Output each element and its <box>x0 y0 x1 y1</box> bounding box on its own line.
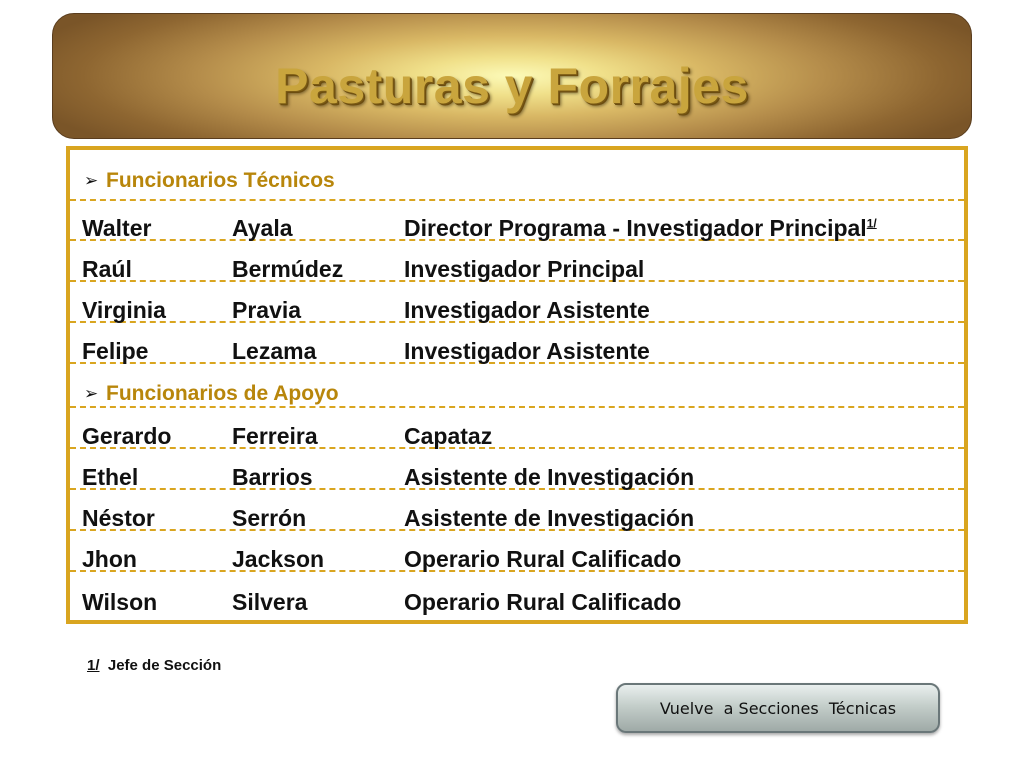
role: Operario Rural Calificado <box>404 546 682 572</box>
role: Investigador Principal <box>404 256 645 282</box>
section-heading-apoyo <box>70 364 964 408</box>
first-name: Néstor <box>82 505 155 531</box>
role: Capataz <box>404 423 493 449</box>
role: Operario Rural Calificado <box>404 589 682 615</box>
arrow-bullet-icon: ➢ <box>84 171 99 190</box>
table-row <box>70 323 964 364</box>
role: Director Programa - Investigador Principal$^{1/}$ <box>404 215 877 241</box>
footnote <box>87 657 221 674</box>
table-row <box>70 572 964 620</box>
section-title: Funcionarios de Apoyo <box>106 382 339 405</box>
first-name: Wilson <box>82 589 158 615</box>
staff-table <box>66 146 968 624</box>
table-row <box>70 241 964 282</box>
first-name: Raúl <box>82 256 132 282</box>
last-name: Lezama <box>232 338 317 364</box>
last-name: Serrón <box>232 505 307 531</box>
page-title: Pasturas y Forrajes <box>275 58 749 114</box>
title-banner <box>52 13 972 139</box>
section-heading-tecnicos <box>70 150 964 201</box>
table-row <box>70 449 964 490</box>
arrow-bullet-icon: ➢ <box>84 384 99 403</box>
table-row <box>70 282 964 323</box>
first-name: Gerardo <box>82 423 172 449</box>
table-row <box>70 408 964 449</box>
last-name: Pravia <box>232 297 302 323</box>
table-row <box>70 531 964 572</box>
last-name: Ayala <box>232 215 293 241</box>
first-name: Walter <box>82 215 152 241</box>
table-row <box>70 201 964 241</box>
first-name: Felipe <box>82 338 149 364</box>
first-name: Virginia <box>82 297 166 323</box>
role: Investigador Asistente <box>404 297 650 323</box>
last-name: Silvera <box>232 589 308 615</box>
role: Investigador Asistente <box>404 338 650 364</box>
last-name: Bermúdez <box>232 256 344 282</box>
back-button-label: Vuelve a Secciones Técnicas <box>659 698 897 718</box>
footnote-number: 1/ <box>87 657 100 674</box>
role: Asistente de Investigación <box>404 505 695 531</box>
last-name: Ferreira <box>232 423 318 449</box>
footnote-marker: 1/ <box>866 216 877 231</box>
section-title: Funcionarios Técnicos <box>106 169 335 192</box>
table-row <box>70 490 964 531</box>
last-name: Jackson <box>232 546 325 572</box>
last-name: Barrios <box>232 464 313 490</box>
first-name: Jhon <box>82 546 137 572</box>
first-name: Ethel <box>82 464 139 490</box>
back-to-sections-button[interactable] <box>616 683 940 733</box>
role: Asistente de Investigación <box>404 464 695 490</box>
footnote-text: Jefe de Sección <box>107 657 222 674</box>
